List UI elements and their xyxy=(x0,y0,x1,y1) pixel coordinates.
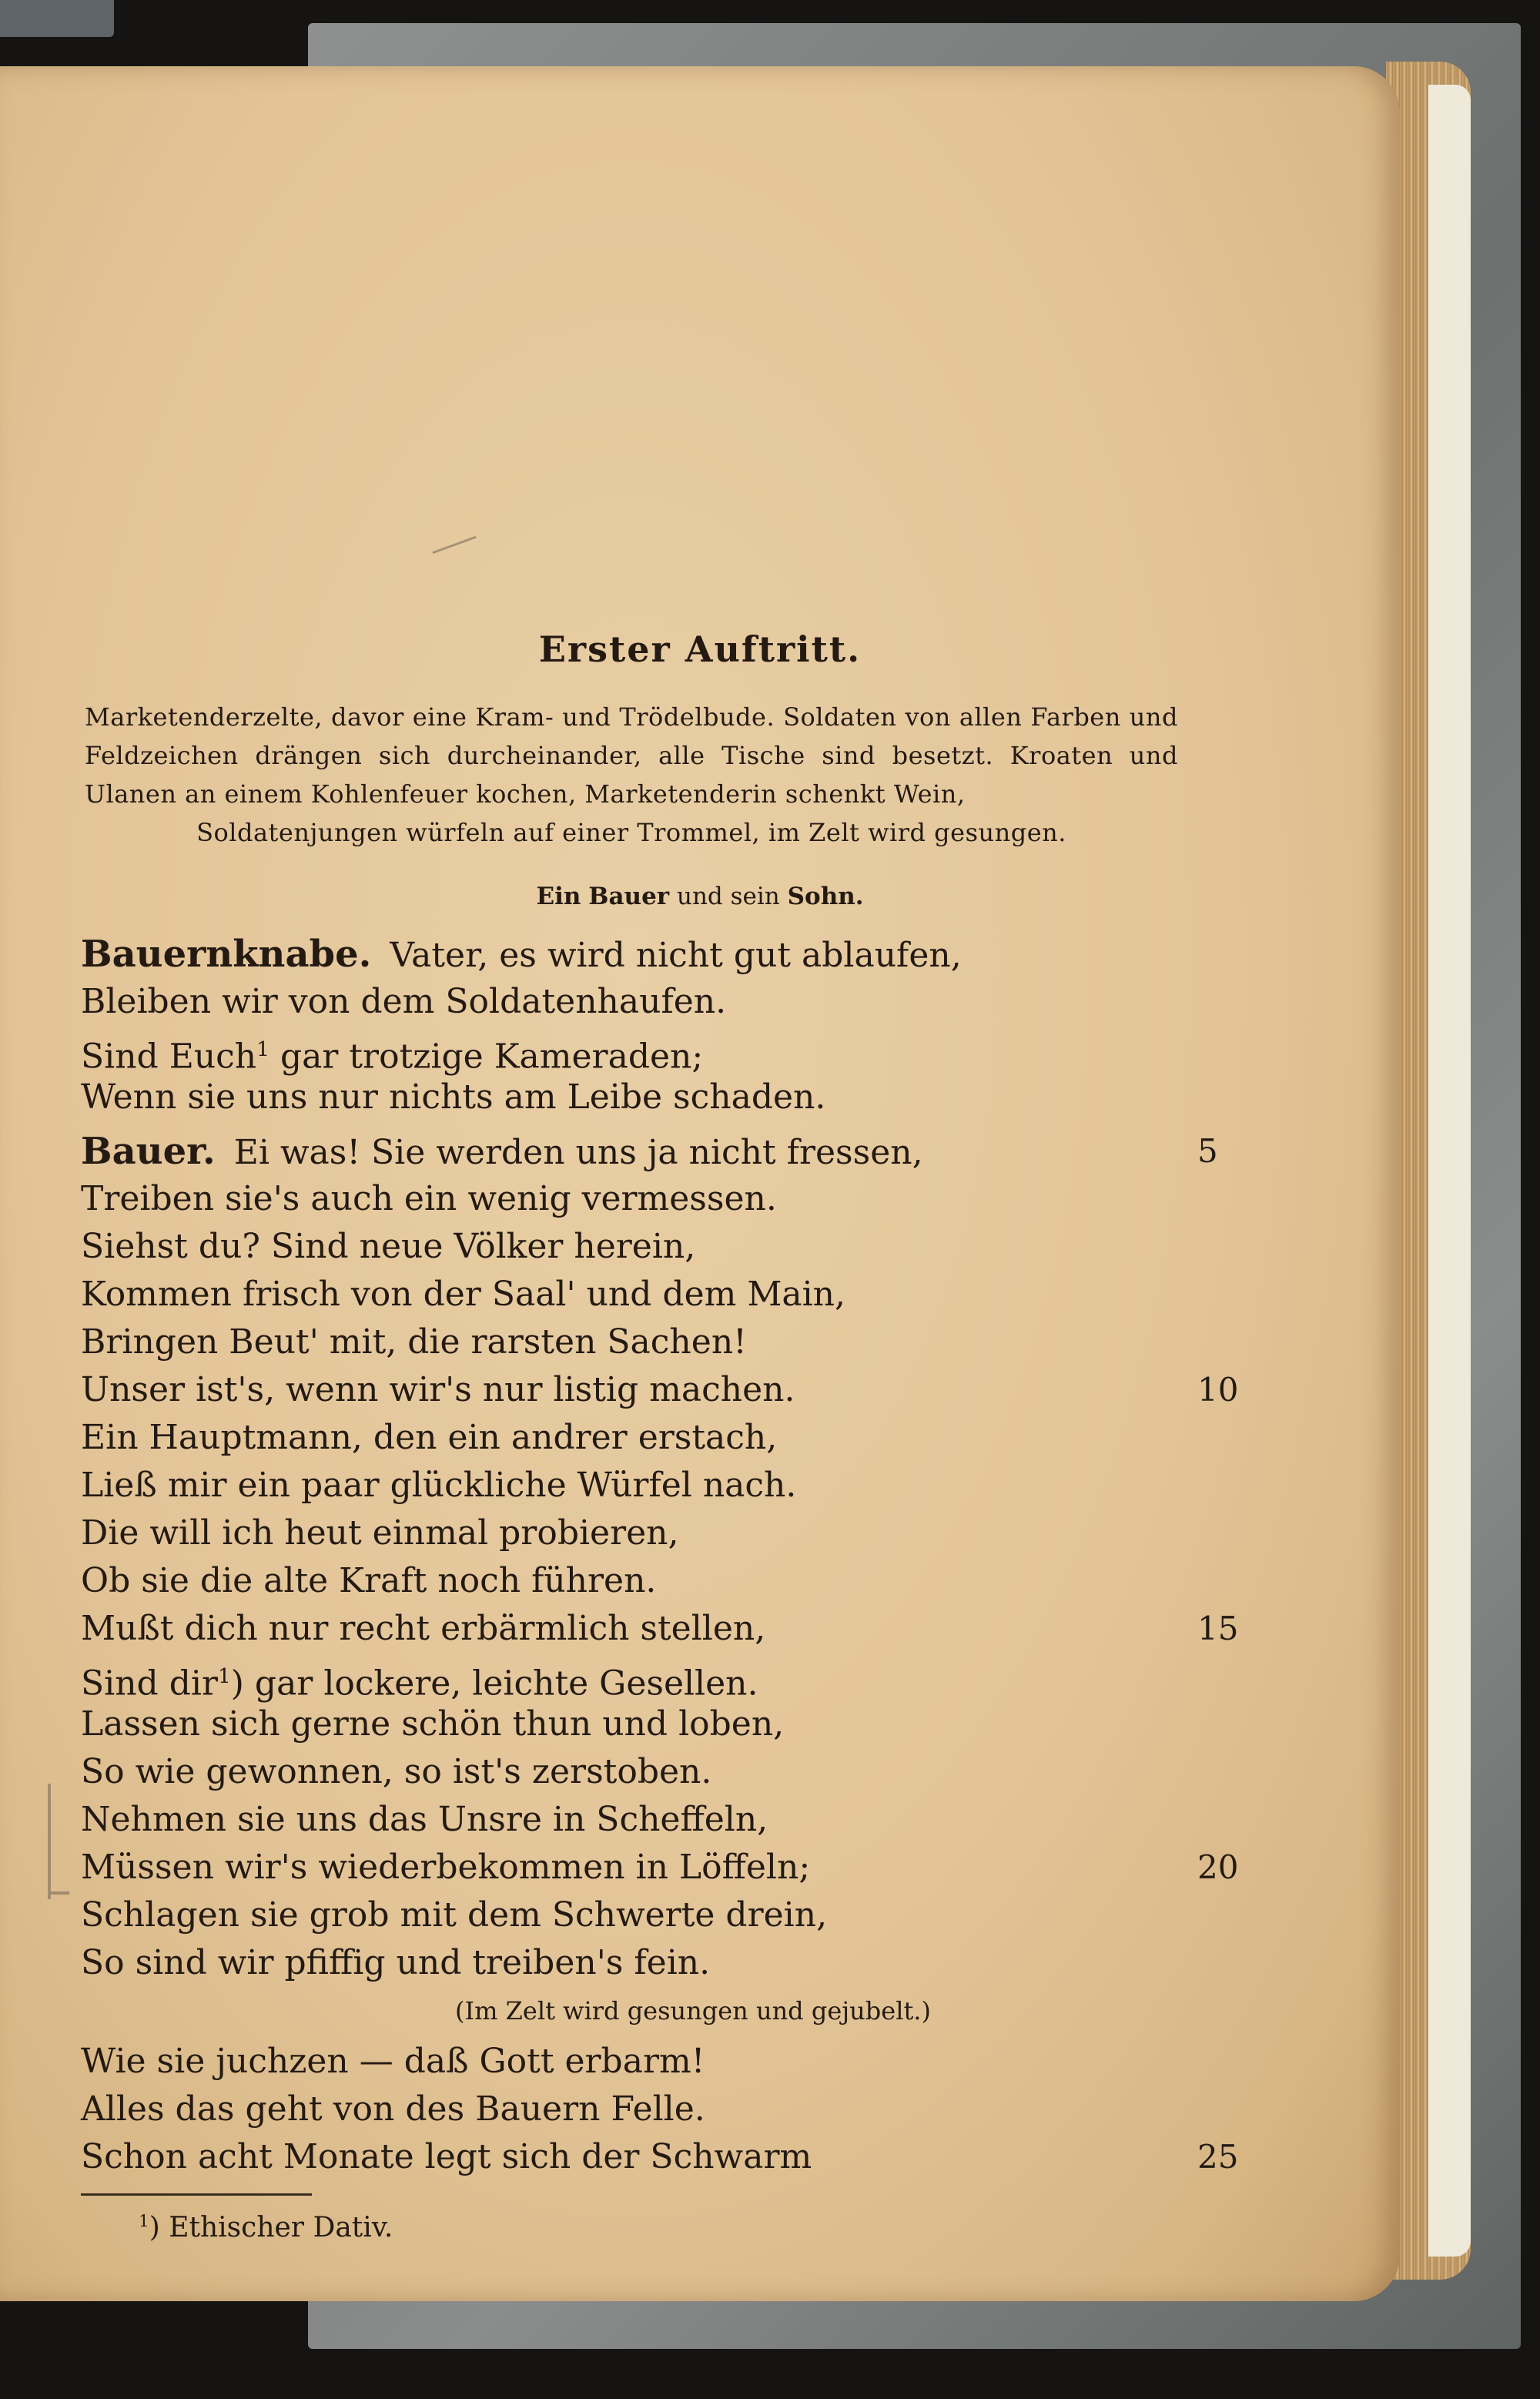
verse-text: Ei was! Sie werden uns ja nicht fressen, xyxy=(233,1133,923,1172)
pencil-mark-left-1 xyxy=(48,1784,51,1899)
verse-text: Sind Euch xyxy=(81,1037,257,1077)
verse-text: Schlagen sie grob mit dem Schwerte drein, xyxy=(81,1895,828,1935)
footnote xyxy=(139,2212,393,2243)
footnote-rule xyxy=(81,2193,312,2196)
verse-text: Wie sie juchzen — daß Gott erbarm! xyxy=(81,2042,705,2081)
pencil-mark-left-2 xyxy=(51,1891,69,1895)
verse-text: Ob sie die alte Kraft noch führen. xyxy=(81,1561,657,1600)
verse-line xyxy=(81,1271,845,1318)
verse-line xyxy=(81,1127,923,1177)
verse-line xyxy=(81,1796,768,1844)
verse-line xyxy=(81,1653,758,1708)
verse-text: Unser ist's, wenn wir's nur listig machen. xyxy=(81,1370,795,1409)
footnote-ref: 1 xyxy=(256,1037,270,1061)
footnote-ref: 1 xyxy=(217,1664,231,1688)
verse-text: Ließ mir ein paar glückliche Würfel nach. xyxy=(81,1466,797,1505)
verse-text: Vater, es wird nicht gut ablaufen, xyxy=(390,936,962,975)
verse-text: Alles das geht von des Bauern Felle. xyxy=(81,2089,705,2129)
verse-line xyxy=(81,1175,777,1223)
verse-text: Siehst du? Sind neue Völker herein, xyxy=(81,1227,696,1266)
verse-text: So sind wir pfiffig und treiben's fein. xyxy=(81,1943,711,1982)
cast-line xyxy=(0,883,1400,910)
footnote-marker: 1 xyxy=(139,2212,149,2231)
stage-direction-last-line: Soldatenjungen würfeln auf einer Trommel, im Zelt wird gesungen. xyxy=(196,818,1066,847)
page-edges-light xyxy=(1428,85,1471,2257)
verse-line xyxy=(81,2086,705,2133)
line-number: 20 xyxy=(1197,1848,1239,1886)
footnote-text: ) Ethischer Dativ. xyxy=(149,2212,393,2243)
verse-text: So wie gewonnen, so ist's zerstoben. xyxy=(81,1752,712,1791)
verse-text: Ein Hauptmann, den ein andrer erstach, xyxy=(81,1418,778,1457)
verse-text: Mußt dich nur recht erbärmlich stellen, xyxy=(81,1609,766,1648)
verse-text: Nehmen sie uns das Unsre in Scheffeln, xyxy=(81,1800,768,1839)
cast-und-sein: und sein xyxy=(677,883,780,910)
cast-bauer: Bauer xyxy=(588,883,670,910)
cast-ein: Ein xyxy=(536,883,581,910)
line-number: 15 xyxy=(1197,1610,1239,1647)
verse-line xyxy=(81,1509,679,1557)
stage-direction-body: Marketenderzelte, davor eine Kram- und Trödelbude. Soldaten von allen Farben und Feldzeichen drängen sich durcheinander, alle Tische sind besetzt. Kroaten und Ulanen an einem Kohlenfeuer kochen, Marketenderin schenkt Wein, xyxy=(85,702,1178,809)
verse-line xyxy=(81,2038,705,2086)
verse-line xyxy=(81,1700,784,1748)
verse-text: Sind dir xyxy=(81,1664,218,1704)
verse-line xyxy=(81,1414,777,1462)
verse-line xyxy=(81,978,726,1026)
verse-text: Kommen frisch von der Saal' und dem Main, xyxy=(81,1275,846,1314)
line-number: 25 xyxy=(1197,2138,1239,2176)
line-number: 5 xyxy=(1197,1132,1218,1170)
verse-line xyxy=(81,1366,795,1414)
cast-sohn: Sohn. xyxy=(787,883,864,910)
page-title: Erster Auftritt. xyxy=(538,628,862,670)
verse-text: gar trotzige Kameraden; xyxy=(269,1037,704,1077)
verse-text: Bleiben wir von dem Soldatenhaufen. xyxy=(81,982,727,1021)
verse-line xyxy=(81,1462,796,1509)
verse-text: Treiben sie's auch ein wenig vermessen. xyxy=(81,1179,777,1218)
verse-line xyxy=(81,1748,711,1796)
top-tab-strip xyxy=(0,0,114,37)
verse-line xyxy=(81,2133,812,2181)
speaker-name: Bauer. xyxy=(81,1130,216,1173)
verse-text: Bringen Beut' mit, die rarsten Sachen! xyxy=(81,1322,747,1362)
verse-line xyxy=(81,1074,825,1121)
verse-line xyxy=(81,1557,656,1605)
verse-line xyxy=(81,1891,827,1939)
inline-stage-direction: (Im Zelt wird gesungen und gejubelt.) xyxy=(455,1996,931,2025)
line-number: 10 xyxy=(1197,1371,1239,1409)
verse-text: Lassen sich gerne schön thun und loben, xyxy=(81,1704,785,1744)
verse-line xyxy=(81,1844,810,1891)
verse-line xyxy=(81,1605,765,1653)
speaker-name: Bauernknabe. xyxy=(81,933,372,976)
verse-line xyxy=(81,1026,703,1081)
pencil-mark-top xyxy=(432,536,476,554)
verse-line xyxy=(81,1318,747,1366)
verse-line xyxy=(81,1223,695,1271)
verse-line xyxy=(81,1939,710,1987)
verse-text: Schon acht Monate legt sich der Schwarm xyxy=(81,2137,812,2176)
verse-line xyxy=(81,930,962,980)
verse-text: ) gar lockere, leichte Gesellen. xyxy=(230,1664,758,1704)
stage-direction xyxy=(85,698,1178,852)
verse-text: Müssen wir's wiederbekommen in Löffeln; xyxy=(81,1848,811,1887)
book-page xyxy=(0,66,1400,2301)
verse-text: Wenn sie uns nur nichts am Leibe schaden. xyxy=(81,1077,826,1117)
verse-text: Die will ich heut einmal probieren, xyxy=(81,1513,679,1553)
